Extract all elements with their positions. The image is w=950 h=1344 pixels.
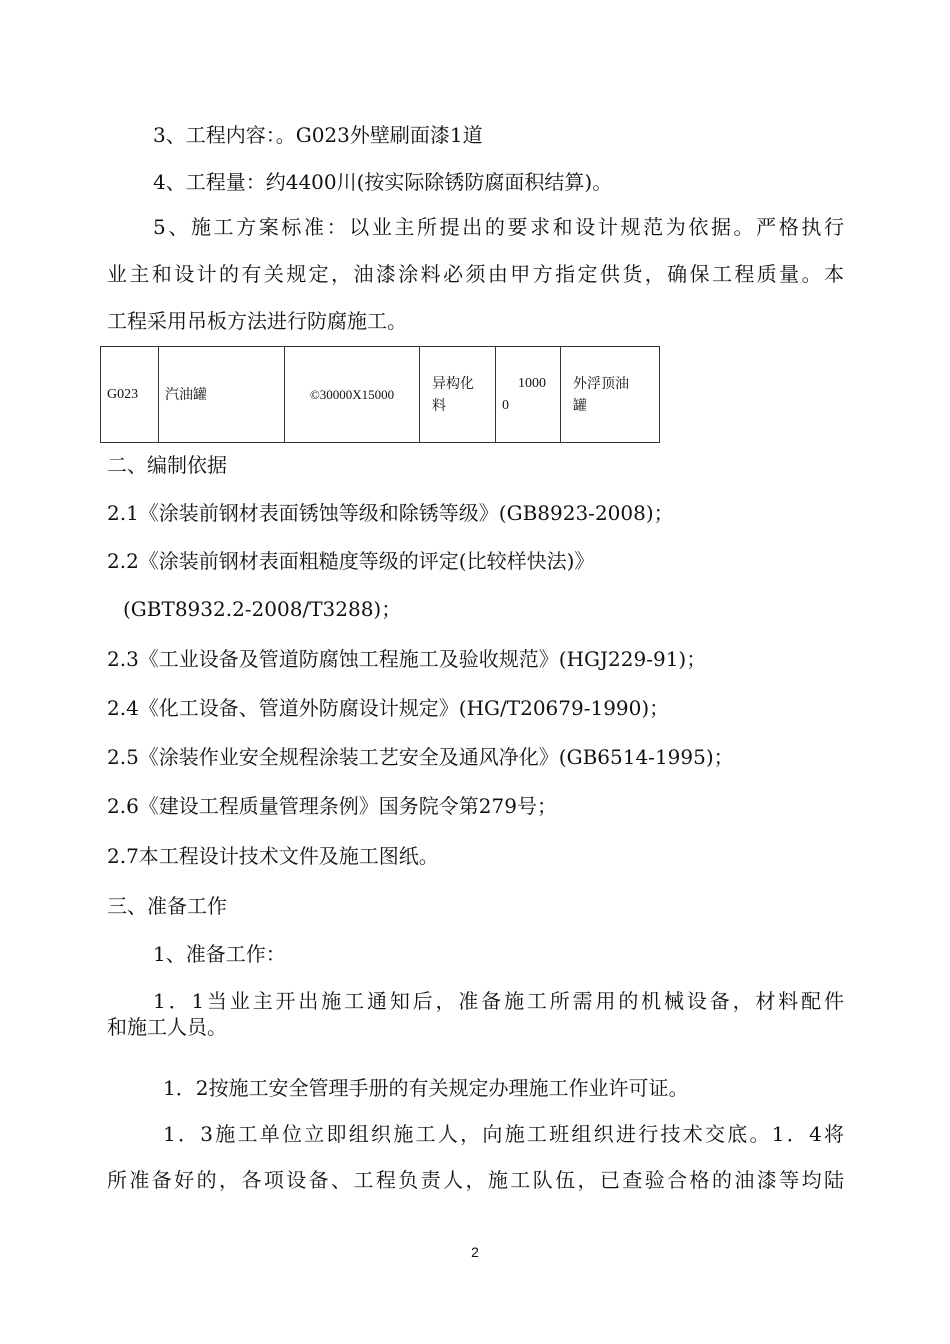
table-cell-tank-number: G023 <box>101 347 159 443</box>
section-2-heading: 二、编制依据 <box>107 453 227 477</box>
tank-spec-table <box>100 346 660 443</box>
table-cell-dimensions: ©30000X15000 <box>285 347 420 443</box>
para-1-1-line-2: 和施工人员。 <box>107 1015 227 1039</box>
para-1-3-line-1: 1．3施工单位立即组织施工人，向施工班组织进行技术交底。1．4将 <box>163 1122 844 1146</box>
item-3-scope: 3、工程内容：。G023外壁刷面漆1道 <box>153 123 483 147</box>
reference-2-7: 2.7本工程设计技术文件及施工图纸。 <box>107 844 439 868</box>
reference-2-2: 2.2《涂装前钢材表面粗糙度等级的评定(比较样快法)》 <box>107 549 595 573</box>
reference-2-5: 2.5《涂装作业安全规程涂装工艺安全及通风净化》(GB6514-1995)； <box>107 745 734 769</box>
reference-2-4: 2.4《化工设备、管道外防腐设计规定》(HG/T20679-1990)； <box>107 696 670 720</box>
table-cell-roof-type: 外浮顶油 罐 <box>561 347 660 443</box>
table-cell-medium: 异构化 料 <box>420 347 496 443</box>
reference-2-1: 2.1《涂装前钢材表面锈蚀等级和除锈等级》(GB8923-2008)； <box>107 501 674 525</box>
para-1-2: 1．2按施工安全管理手册的有关规定办理施工作业许可证。 <box>163 1076 689 1100</box>
table-row <box>101 347 660 443</box>
reference-2-2-code: (GBT8932.2-2008/T3288)； <box>123 597 402 621</box>
reference-2-6: 2.6《建设工程质量管理条例》国务院令第279号； <box>107 794 557 818</box>
para-1-3-line-2: 所准备好的，各项设备、工程负责人，施工队伍，已查验合格的油漆等均陆 <box>107 1168 844 1192</box>
table-cell-capacity: 1000 0 <box>496 347 561 443</box>
subsection-3-1-heading: 1、准备工作： <box>153 942 286 966</box>
item-5-line-1: 5、施工方案标准：以业主所提出的要求和设计规范为依据。严格执行 <box>153 215 844 239</box>
table-cell-tank-type: 汽油罐 <box>159 347 285 443</box>
reference-2-3: 2.3《工业设备及管道防腐蚀工程施工及验收规范》(HGJ229-91)； <box>107 647 707 671</box>
item-4-quantity: 4、工程量：约4400川(按实际除锈防腐面积结算)。 <box>153 170 613 194</box>
para-1-1-line-1: 1．1当业主开出施工通知后，准备施工所需用的机械设备，材料配件 <box>153 989 844 1013</box>
item-5-line-2: 业主和设计的有关规定，油漆涂料必须由甲方指定供货，确保工程质量。本 <box>107 262 844 286</box>
item-5-line-3: 工程采用吊板方法进行防腐施工。 <box>107 309 407 333</box>
section-3-heading: 三、准备工作 <box>107 894 227 918</box>
page-number: 2 <box>471 1244 479 1260</box>
